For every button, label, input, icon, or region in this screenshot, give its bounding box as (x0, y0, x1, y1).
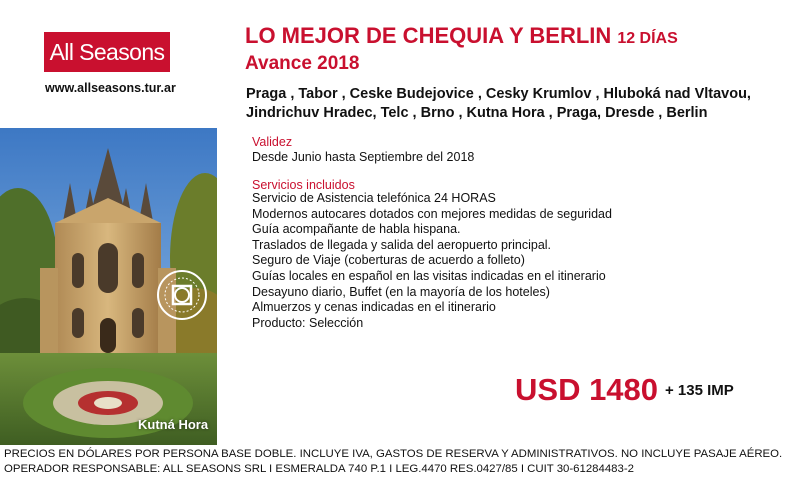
tour-title (245, 23, 678, 49)
servicio-item: Producto: Selección (252, 315, 364, 330)
servicio-item: Modernos autocares dotados con mejores medidas de seguridad (252, 206, 612, 221)
servicios-heading: Servicios incluidos (252, 178, 355, 192)
footer-line: PRECIOS EN DÓLARES POR PERSONA BASE DOBLE. INCLUYE IVA, GASTOS DE RESERVA Y ADMINISTRATIVOS. NO INCLUYE PASAJE AÉREO. (4, 448, 783, 460)
tour-days: 12 DÍAS (617, 30, 678, 47)
tour-title-text: LO MEJOR DE CHEQUIA Y BERLIN (245, 23, 612, 48)
tour-cities (246, 85, 791, 123)
photo-caption: Kutná Hora (138, 417, 209, 432)
unesco-world-heritage-icon (155, 268, 209, 322)
price-tax: + 135 IMP (665, 382, 734, 399)
cathedral-photo (0, 128, 217, 445)
legal-footer (4, 447, 782, 477)
price: USD 1480 (515, 372, 659, 407)
brand-website[interactable]: www.allseasons.tur.ar (45, 81, 176, 95)
cities-line: Jindrichuv Hradec, Telc , Brno , Kutna Hora , Praga, Dresde , Berlin (246, 105, 708, 121)
footer-line: OPERADOR RESPONSABLE: ALL SEASONS SRL I ESMERALDA 740 P.1 I LEG.4470 RES.0427/85 I CUIT 30-61284483-2 (4, 463, 634, 475)
servicio-item: Traslados de llegada y salida del aeropuerto principal. (252, 237, 552, 252)
brand-logo (44, 32, 170, 72)
servicio-item: Guías locales en español en las visitas indicadas en el itinerario (252, 268, 606, 283)
servicios-list (252, 191, 612, 331)
servicio-item: Desayuno diario, Buffet (en la mayoría de los hoteles) (252, 284, 550, 299)
tour-subtitle: Avance 2018 (245, 53, 360, 74)
validez-heading: Validez (252, 135, 293, 149)
servicio-item: Almuerzos y cenas indicadas en el itinerario (252, 300, 496, 315)
servicio-item: Guía acompañante de habla hispana. (252, 222, 461, 237)
validez-text: Desde Junio hasta Septiembre del 2018 (252, 150, 475, 164)
brand-logo-text: All Seasons (49, 38, 165, 65)
servicio-item: Servicio de Asistencia telefónica 24 HORAS (252, 191, 496, 205)
servicio-item: Seguro de Viaje (coberturas de acuerdo a folleto) (252, 253, 525, 268)
cities-line: Praga , Tabor , Ceske Budejovice , Cesky Krumlov , Hluboká nad Vltavou, (246, 86, 751, 102)
